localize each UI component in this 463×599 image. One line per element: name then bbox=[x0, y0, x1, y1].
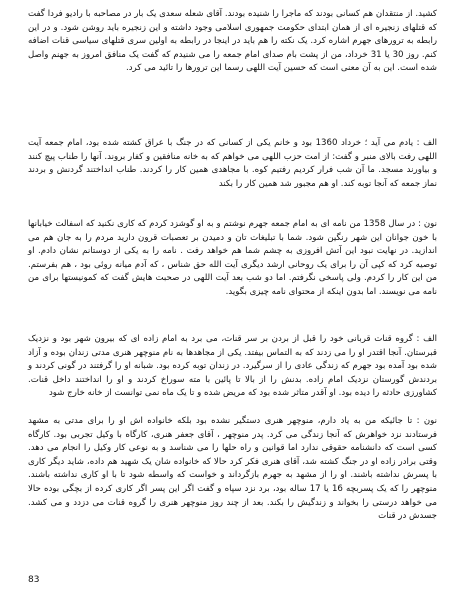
paragraph-1: کشید. از منتقدان هم کسانی بودند که ماجرا را شنیده بودند. آقای شعله سعدی یک بار در مصاحبه با رادیو فردا گفت که قتلهای زنجیره ای از همان ابتدای حکومت جمهوری اسلامی وجود داشته و این زنجیره باید روشن شود. و در این رابطه به ترورهای جهرم اشاره کرد. یک نکته را هم باید در اینجا در رابطه به اولین سری قتلهای سیاسی قنات اضافه کنم. روز 30 یا 31 خرداد، من از پشت بام صدای امام جمعه را می شنیدم که گفت یک منافق امروز به جهنم واصل شده است. این به آن معنی است که حسین آیت اللهی رسما این ترورها را تائید می کرد. bbox=[28, 9, 437, 74]
paragraph-2: الف : یادم می آید ؛ خرداد 1360 بود و خانم یکی از کسانی که در جنگ با عراق کشته شده بود، امام جمعه آیت اللهی رفت بالای منبر و گفت: از امت حزب اللهی می خواهم که به خانه منافقین و کفار بروند. آنها را طناب پیچ کنند و بیاورند مسجد. ما آن شب فرار کردیم رفتیم کوه. با مجاهدی همین کار را کردند. طناب انداختند گردنش و بردند نماز جمعه که آنجا توبه کند. او هم مجبور شد همین کار را بکند bbox=[28, 138, 437, 189]
paragraph-4: الف : گروه قنات قربانی خود را قبل از بردن بر سر قنات، می برد به امام زاده ای که بیرون شهر بود و نزدیک قبرستان. آنجا اقتدر او را می زدند که به التماس بیفتد. یکی از مجاهدها به نام منوچهر هنری مدتی زندان بوده و آزاد شده بود آمده بود جهرم که زندگی عادی را از سرگیرد. در زندان توبه کرده بود. شبانه او را گرفتند در گونی کردند و بردندش گورستان نزدیک امام زاده. بدنش را از بالا تا پائین با مته سوراخ کردند و او را انداختند داخل قنات. کشاورزی حادثه را دیده بود. او آقدر متاثر شده بود که مریض شده و تا یک ماه نمی توانست از خانه خارج شود bbox=[28, 334, 437, 399]
paragraph-3: نون : در سال 1358 من نامه ای به امام جمعه جهرم نوشتم و به او گوشزد کردم که کاری نکنید که اسفالت خیابانها با خون جوانان این شهر رنگین شود. شما با تبلیغات تان و دمیدن بر تعصبات قرون دارید مردم را به جان هم می اندازید. در نهایت نبود این آتش افروزی به چشم شما هم خواهد رفت . نامه را به یکی از دوستانم نشان دادم. او توصیه کرد که کپی آن را برای یک روحانی ارشد دیگری آیت الله حق شناس ، که آدم میانه روئی بود ، هم بفرستم. من این کار را کردم. ولی پاسخی نگرفتم. اما دو شب بعد آیت اللهی در صحبت هایش گفت که کمونیستها برای من نامه می نویسند. اما بدون اینکه از محتوای نامه چیزی بگوید. bbox=[28, 219, 437, 297]
page-number: 83 bbox=[28, 575, 40, 585]
paragraph-5: نون : تا جائیکه من به یاد دارم، منوچهر هنری دستگیر نشده بود بلکه خانواده اش او را برای مدتی به مشهد فرستادند نزد خواهرش که آنجا زندگی می کرد. پدر منوچهر ، آقای جعفر هنری، کارگاه با وکیل تجربی بود. کارگاه کسی است که دانشنامه حقوقی ندارد اما قوانین و راه حلها را می شناسد و به نوعی کار وکیل را انجام می دهد. وقتی برادر زاده او در جنگ کشته شد، آقای هنری فکر کرد حالا که خانواده شان یک شهید هم داده، شاید دیگر کاری با پسرش نداشته باشند. او را از مشهد به جهرم بازگرداند و خواست که واسطه شود تا با او کاری نداشته باشند. منوچهر را که یک پسربچه 16 یا 17 ساله بود، برد نزد سپاه و گفت اگر این پسر اگر کاری کرده از بچگی بوده حالا می خواهد درستی را بخواند و زندگیش را بکند. بعد از چند روز منوچهر هنری را گروه قنات می دزدد و می کشد. جسدش در قنات bbox=[28, 416, 437, 522]
